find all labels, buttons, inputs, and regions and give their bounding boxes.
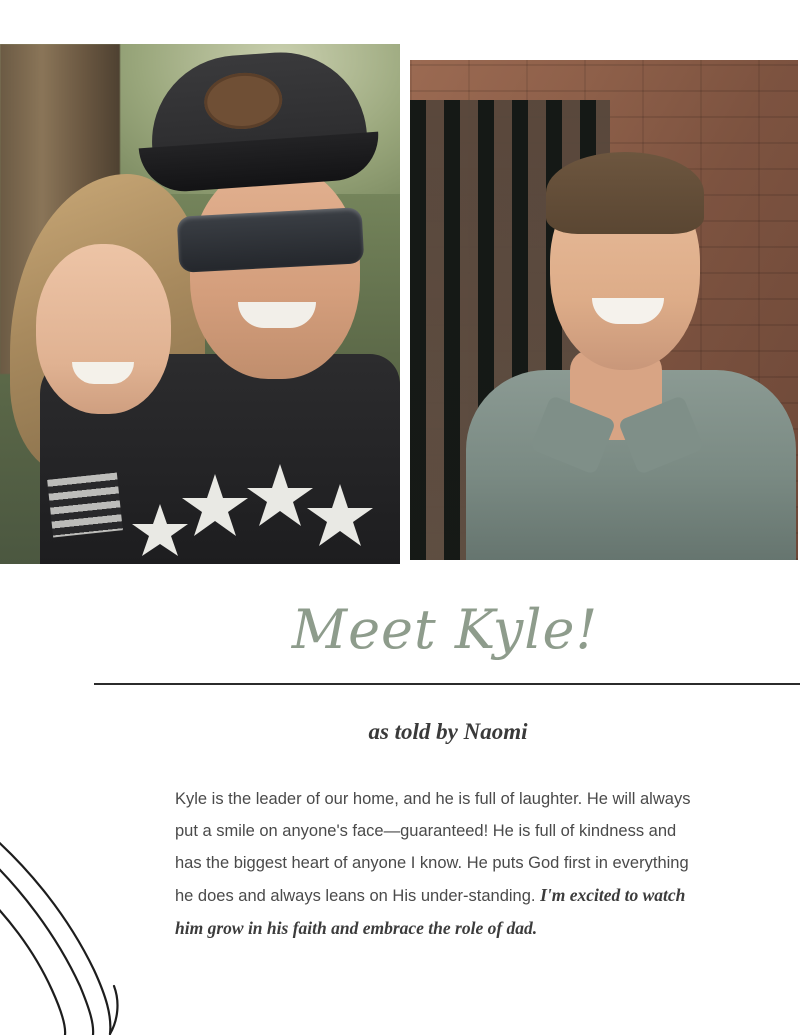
body-text-emphasis: I'm excited to watch him grow in his faith and embrace the role of dad.: [175, 885, 686, 938]
page-title: Meet Kyle!: [291, 598, 599, 661]
article-content: [0, 580, 800, 945]
photo-band: [0, 44, 800, 564]
couple-selfie-photo: [0, 44, 400, 564]
photo-flag-graphic: [47, 473, 123, 538]
portrait-photo: [410, 60, 798, 560]
byline: as told by Naomi: [368, 719, 528, 744]
body-text-plain: Kyle is the leader of our home, and he is full of laughter. He will always put a smile on anyone's face—guaranteed! He is full of kindness and has the biggest heart of anyone I know. He puts God first in everything he does and always leans on His under-standing.: [175, 790, 691, 905]
photo-man-face: [190, 164, 360, 379]
photo-man-hair: [546, 152, 704, 234]
divider-rule: [94, 683, 800, 685]
body-paragraph: [175, 783, 705, 945]
photo-sunglasses: [177, 207, 365, 273]
photo-woman-face: [36, 244, 171, 414]
photo-cap-patch: [202, 70, 284, 131]
